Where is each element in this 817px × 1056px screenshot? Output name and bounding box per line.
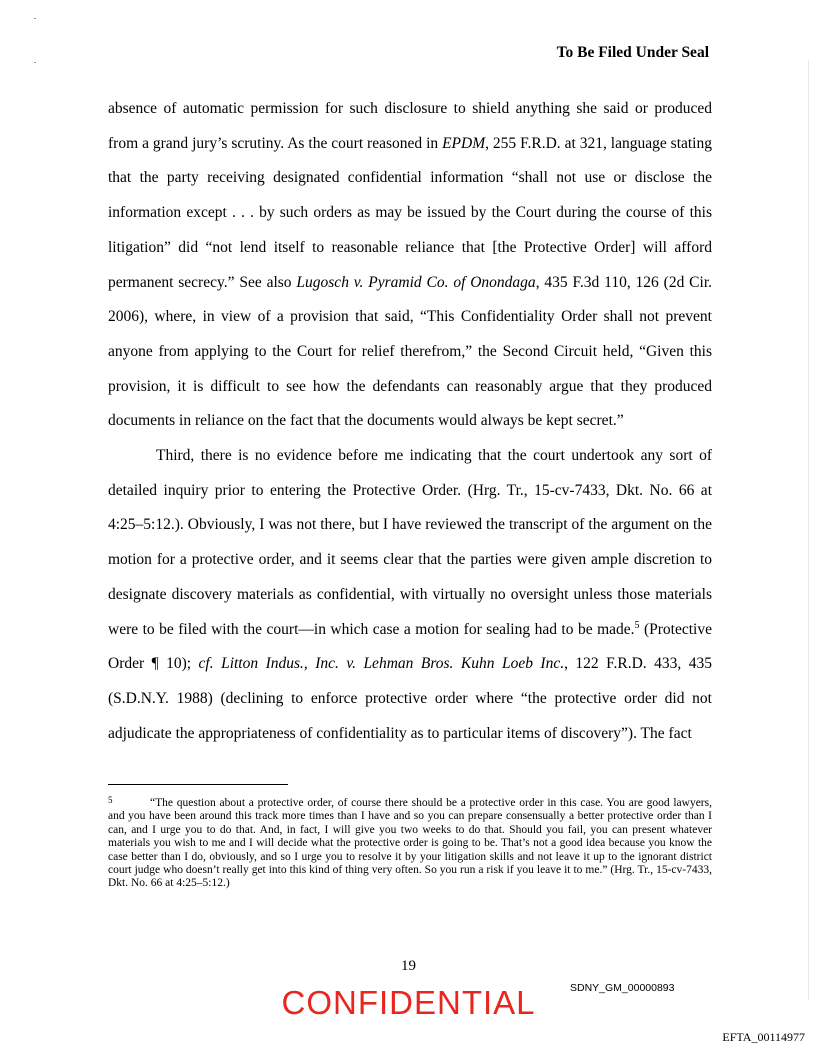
text-run: absence of automatic permission for such disclosure to shield anything she said or produced from a grand jury’s scrutiny. As the court reasoned in	[108, 100, 712, 152]
seal-notice: To Be Filed Under Seal	[556, 44, 709, 61]
text-run: (Protective Order ¶ 10);	[108, 620, 712, 673]
scan-mark	[34, 62, 36, 63]
case-citation: EPDM	[442, 134, 486, 152]
footnote-text: “The question about a protective order, of course there should be a protective order in this case. You are good lawyers, and you have been around this track more times than I have and so you can prepare consensually a better protective order than I can, and I urge you to do that. And, in fact, I will give you two weeks to do that. Should you fail, you can present whatever materials you wish to me and I will decide what the protective order is going to be. That’s not a good idea because you know the case better than I do, obviously, and so I urge you to resolve it by your litigation skills and not leave it up to the ignorant district court judge who doesn’t really get into this kind of thing very often. So you run a risk if you leave it to me.” (Hrg. Tr., 15-cv-7433, Dkt. No. 66 at 4:25–5:12.)	[108, 797, 712, 890]
case-citation: Lugosch v. Pyramid Co. of Onondaga	[296, 273, 536, 291]
footnote-number: 5	[108, 795, 113, 805]
paragraph-2	[108, 439, 712, 751]
text-run: , 122 F.R.D. 433, 435 (S.D.N.Y. 1988) (declining to enforce protective order where “the protective order did not adjudicate the appropriateness of confidentiality as to particular items of discovery”). The fact	[108, 655, 712, 742]
bates-number: SDNY_GM_00000893	[570, 982, 675, 994]
text-run: , 255 F.R.D. at 321, language stating that the party receiving designated confidential information “shall not use or disclose the information except . . . by such orders as may be issued by the Court during the course of this litigation” did “not lend itself to reasonable reliance that [the Protective Order] will afford permanent secrecy.” See also	[108, 134, 712, 291]
text-run: Third, there is no evidence before me indicating that the court undertook any sort of detailed inquiry prior to entering the Protective Order. (Hrg. Tr., 15-cv-7433, Dkt. No. 66 at 4:25–5:12.). Obviously, I was not there, but I have reviewed the transcript of the argument on the motion for a protective order, and it seems clear that the parties were given ample discretion to designate discovery materials as confidential, with virtually no oversight unless those materials were to be filed with the court—in which case a motion for sealing had to be made.	[108, 447, 712, 638]
paragraph-1	[108, 92, 712, 439]
scan-mark	[34, 18, 36, 19]
footnote-reference: 5	[634, 619, 640, 631]
case-citation: cf. Litton Indus., Inc. v. Lehman Bros. Kuhn Loeb Inc.	[198, 655, 565, 673]
confidential-stamp: CONFIDENTIAL	[281, 984, 536, 1021]
efta-number: EFTA_00114977	[722, 1030, 805, 1044]
body-text	[108, 92, 712, 751]
footnote-divider	[108, 784, 288, 785]
page-edge	[808, 60, 809, 1000]
text-run: , 435 F.3d 110, 126 (2d Cir. 2006), where, in view of a provision that said, “This Confidentiality Order shall not prevent anyone from applying to the Court for relief therefrom,” the Second Circuit held, “Given this provision, it is difficult to see how the defendants can reasonably argue that they produced documents in reliance on the fact that the documents would always be kept secret.”	[108, 273, 712, 430]
footnote	[108, 794, 712, 891]
page-number: 19	[401, 958, 416, 974]
